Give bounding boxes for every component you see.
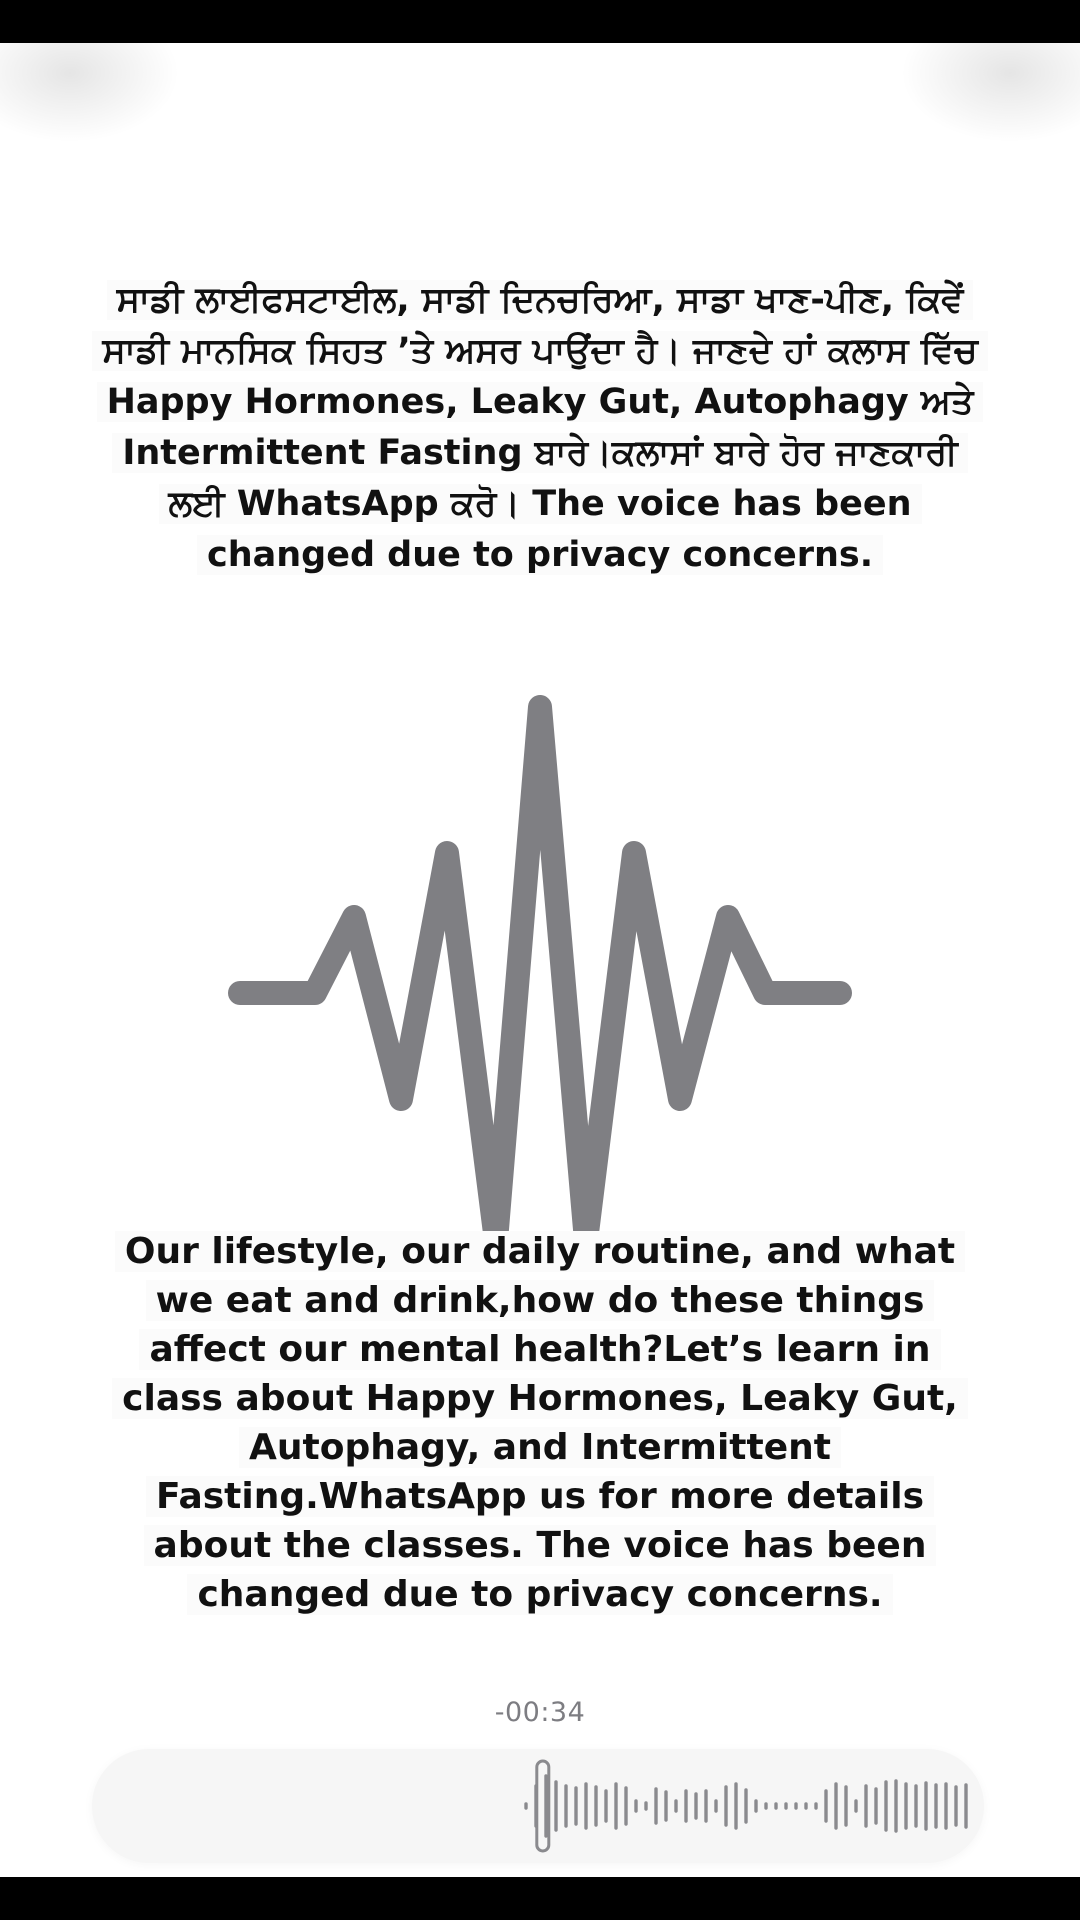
audio-scrubber-bar[interactable] [92, 1749, 984, 1863]
video-screen[interactable] [0, 43, 1080, 1877]
corner-shadow [0, 43, 180, 143]
waveform-scrubber[interactable] [522, 1749, 982, 1863]
punjabi-caption-text: ਸਾਡੀ ਲਾਈਫਸਟਾਈਲ, ਸਾਡੀ ਦਿਨਚਰਿਆ, ਸਾਡਾ ਖਾਣ-ਪੀਣ, ਕਿਵੇਂ ਸਾਡੀ ਮਾਨਸਿਕ ਸਿਹਤ ’ਤੇ ਅਸਰ ਪਾਉਂਦਾ ਹੈ। ਜਾਣਦੇ ਹਾਂ ਕਲਾਸ ਵਿੱਚ Happy Hormones, Leaky Gut, Autophagy ਅਤੇ Intermittent Fasting ਬਾਰੇ।ਕਲਾਸਾਂ ਬਾਰੇ ਹੋਰ ਜਾਣਕਾਰੀ ਲਈ WhatsApp ਕਰੋ। The voice has been changed due to privacy concerns. [92, 280, 987, 575]
english-caption [90, 1227, 990, 1619]
sound-wave-icon [220, 673, 860, 1253]
english-caption-text: Our lifestyle, our daily routine, and what we eat and drink,how do these things affect our mental health?Let’s learn in class about Happy Hormones, Leaky Gut, Autophagy, and Intermittent Fasting.WhatsApp us for more details about the classes. The voice has been changed due to privacy concerns. [112, 1231, 968, 1615]
corner-shadow [900, 43, 1080, 143]
remaining-time: -00:34 [494, 1697, 586, 1728]
punjabi-caption [90, 275, 990, 581]
